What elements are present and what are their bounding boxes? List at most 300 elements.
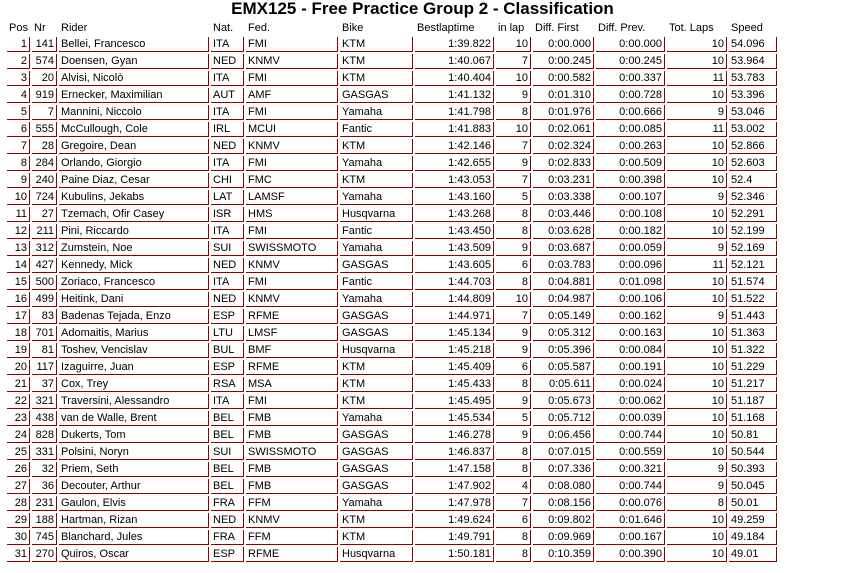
cell-nr: 499: [32, 292, 57, 307]
cell-bestlaptime: 1:46.278: [415, 428, 494, 443]
cell-nat: IRL: [211, 122, 244, 137]
cell-tot-laps: 10: [667, 547, 727, 562]
cell-bike: KTM: [340, 173, 413, 188]
cell-in-lap: 8: [496, 377, 531, 392]
cell-fed: KNMV: [246, 513, 338, 528]
cell-rider: Cox, Trey: [59, 377, 209, 392]
cell-nr: 574: [32, 54, 57, 69]
cell-pos: 6: [7, 122, 30, 137]
cell-nat: FRA: [211, 496, 244, 511]
cell-in-lap: 7: [496, 309, 531, 324]
cell-bike: Yamaha: [340, 411, 413, 426]
cell-diff-first: 0:02.324: [533, 139, 594, 154]
cell-diff-prev: 0:00.398: [596, 173, 665, 188]
cell-nat: BEL: [211, 479, 244, 494]
cell-diff-first: 0:04.881: [533, 275, 594, 290]
table-row: [7, 54, 777, 69]
table-row: [7, 513, 777, 528]
column-header-pos: Pos: [9, 22, 28, 34]
cell-in-lap: 9: [496, 428, 531, 443]
table-row: [7, 292, 777, 307]
cell-in-lap: 5: [496, 411, 531, 426]
column-header-nat: Nat.: [213, 22, 234, 34]
cell-diff-prev: 0:00.085: [596, 122, 665, 137]
cell-in-lap: 7: [496, 54, 531, 69]
cell-fed: FMC: [246, 173, 338, 188]
cell-speed: 51.443: [729, 309, 777, 324]
cell-fed: KNMV: [246, 54, 338, 69]
table-row: [7, 479, 777, 494]
cell-speed: 50.01: [729, 496, 777, 511]
cell-diff-prev: 0:00.390: [596, 547, 665, 562]
cell-speed: 53.046: [729, 105, 777, 120]
table-row: [7, 394, 777, 409]
cell-tot-laps: 11: [667, 122, 727, 137]
cell-bike: GASGAS: [340, 428, 413, 443]
cell-in-lap: 8: [496, 224, 531, 239]
cell-bike: KTM: [340, 513, 413, 528]
cell-tot-laps: 10: [667, 513, 727, 528]
cell-diff-prev: 0:00.191: [596, 360, 665, 375]
cell-rider: Orlando, Giorgio: [59, 156, 209, 171]
cell-speed: 50.544: [729, 445, 777, 460]
cell-rider: Toshev, Vencislav: [59, 343, 209, 358]
cell-bestlaptime: 1:39.822: [415, 37, 494, 52]
cell-bike: Yamaha: [340, 292, 413, 307]
cell-nr: 270: [32, 547, 57, 562]
cell-diff-prev: 0:00.000: [596, 37, 665, 52]
cell-diff-prev: 0:00.163: [596, 326, 665, 341]
cell-diff-first: 0:02.833: [533, 156, 594, 171]
cell-nr: 117: [32, 360, 57, 375]
cell-diff-prev: 0:00.666: [596, 105, 665, 120]
cell-diff-first: 0:09.969: [533, 530, 594, 545]
cell-in-lap: 10: [496, 37, 531, 52]
cell-diff-first: 0:05.396: [533, 343, 594, 358]
cell-nat: ITA: [211, 105, 244, 120]
cell-tot-laps: 10: [667, 37, 727, 52]
cell-nr: 27: [32, 207, 57, 222]
cell-nr: 321: [32, 394, 57, 409]
cell-bike: KTM: [340, 37, 413, 52]
cell-speed: 50.393: [729, 462, 777, 477]
cell-nr: 188: [32, 513, 57, 528]
table-row: [7, 547, 777, 562]
cell-speed: 53.396: [729, 88, 777, 103]
cell-nat: ESP: [211, 547, 244, 562]
cell-nat: NED: [211, 513, 244, 528]
cell-in-lap: 10: [496, 122, 531, 137]
cell-bike: KTM: [340, 394, 413, 409]
cell-rider: Paine Diaz, Cesar: [59, 173, 209, 188]
cell-rider: Zumstein, Noe: [59, 241, 209, 256]
cell-bestlaptime: 1:45.134: [415, 326, 494, 341]
cell-diff-prev: 0:00.096: [596, 258, 665, 273]
cell-bike: Fantic: [340, 275, 413, 290]
cell-tot-laps: 9: [667, 309, 727, 324]
cell-bike: GASGAS: [340, 88, 413, 103]
cell-nat: ITA: [211, 275, 244, 290]
cell-diff-first: 0:06.456: [533, 428, 594, 443]
cell-in-lap: 9: [496, 88, 531, 103]
cell-bike: Yamaha: [340, 156, 413, 171]
cell-bike: Yamaha: [340, 496, 413, 511]
table-row: [7, 326, 777, 341]
cell-diff-first: 0:05.673: [533, 394, 594, 409]
cell-fed: FMI: [246, 156, 338, 171]
cell-tot-laps: 10: [667, 445, 727, 460]
cell-bestlaptime: 1:43.160: [415, 190, 494, 205]
cell-rider: Kennedy, Mick: [59, 258, 209, 273]
cell-rider: Ernecker, Maximilian: [59, 88, 209, 103]
cell-speed: 49.184: [729, 530, 777, 545]
cell-pos: 25: [7, 445, 30, 460]
cell-speed: 51.217: [729, 377, 777, 392]
cell-bestlaptime: 1:41.883: [415, 122, 494, 137]
cell-nat: RSA: [211, 377, 244, 392]
cell-in-lap: 8: [496, 105, 531, 120]
cell-tot-laps: 9: [667, 105, 727, 120]
cell-diff-first: 0:07.015: [533, 445, 594, 460]
cell-rider: Gaulon, Elvis: [59, 496, 209, 511]
cell-nr: 500: [32, 275, 57, 290]
cell-bestlaptime: 1:41.798: [415, 105, 494, 120]
cell-tot-laps: 10: [667, 224, 727, 239]
cell-rider: Adomaitis, Marius: [59, 326, 209, 341]
cell-diff-first: 0:05.312: [533, 326, 594, 341]
cell-fed: FMI: [246, 71, 338, 86]
cell-speed: 52.121: [729, 258, 777, 273]
table-row: [7, 207, 777, 222]
cell-speed: 52.866: [729, 139, 777, 154]
cell-fed: RFME: [246, 360, 338, 375]
cell-speed: 49.01: [729, 547, 777, 562]
cell-diff-prev: 0:00.084: [596, 343, 665, 358]
page-title: EMX125 - Free Practice Group 2 - Classification: [231, 0, 614, 18]
cell-pos: 31: [7, 547, 30, 562]
cell-rider: Mannini, Niccolo: [59, 105, 209, 120]
cell-pos: 24: [7, 428, 30, 443]
cell-nat: CHI: [211, 173, 244, 188]
cell-pos: 3: [7, 71, 30, 86]
cell-fed: SWISSMOTO: [246, 241, 338, 256]
cell-nat: BUL: [211, 343, 244, 358]
cell-pos: 26: [7, 462, 30, 477]
cell-rider: Decouter, Arthur: [59, 479, 209, 494]
cell-nr: 141: [32, 37, 57, 52]
cell-bestlaptime: 1:45.433: [415, 377, 494, 392]
cell-nat: SUI: [211, 241, 244, 256]
cell-bestlaptime: 1:42.655: [415, 156, 494, 171]
cell-pos: 27: [7, 479, 30, 494]
cell-tot-laps: 10: [667, 394, 727, 409]
cell-nr: 240: [32, 173, 57, 188]
cell-bike: KTM: [340, 530, 413, 545]
table-row: [7, 258, 777, 273]
cell-bestlaptime: 1:40.404: [415, 71, 494, 86]
cell-fed: KNMV: [246, 292, 338, 307]
cell-bestlaptime: 1:45.534: [415, 411, 494, 426]
table-row: [7, 224, 777, 239]
cell-diff-prev: 0:00.062: [596, 394, 665, 409]
cell-in-lap: 8: [496, 445, 531, 460]
cell-nat: ITA: [211, 37, 244, 52]
cell-tot-laps: 10: [667, 411, 727, 426]
cell-nr: 36: [32, 479, 57, 494]
cell-bestlaptime: 1:45.218: [415, 343, 494, 358]
cell-pos: 29: [7, 513, 30, 528]
column-header-rider: Rider: [61, 22, 88, 34]
cell-speed: 51.187: [729, 394, 777, 409]
cell-diff-prev: 0:00.162: [596, 309, 665, 324]
cell-speed: 49.259: [729, 513, 777, 528]
cell-diff-first: 0:00.000: [533, 37, 594, 52]
cell-bestlaptime: 1:43.053: [415, 173, 494, 188]
cell-rider: Tzemach, Ofir Casey: [59, 207, 209, 222]
cell-pos: 14: [7, 258, 30, 273]
cell-bestlaptime: 1:45.495: [415, 394, 494, 409]
cell-fed: SWISSMOTO: [246, 445, 338, 460]
cell-nr: 919: [32, 88, 57, 103]
cell-fed: FMB: [246, 462, 338, 477]
cell-pos: 13: [7, 241, 30, 256]
cell-pos: 7: [7, 139, 30, 154]
cell-fed: FMI: [246, 224, 338, 239]
cell-diff-first: 0:03.446: [533, 207, 594, 222]
cell-diff-first: 0:05.149: [533, 309, 594, 324]
cell-nat: ITA: [211, 71, 244, 86]
cell-diff-prev: 0:00.321: [596, 462, 665, 477]
cell-tot-laps: 10: [667, 343, 727, 358]
cell-rider: Gregoire, Dean: [59, 139, 209, 154]
cell-tot-laps: 10: [667, 156, 727, 171]
cell-diff-prev: 0:00.744: [596, 479, 665, 494]
cell-pos: 2: [7, 54, 30, 69]
table-row: [7, 377, 777, 392]
cell-pos: 28: [7, 496, 30, 511]
cell-fed: FFM: [246, 530, 338, 545]
cell-speed: 52.603: [729, 156, 777, 171]
cell-bike: Yamaha: [340, 190, 413, 205]
cell-nr: 284: [32, 156, 57, 171]
cell-nr: 724: [32, 190, 57, 205]
cell-pos: 10: [7, 190, 30, 205]
cell-diff-prev: 0:00.728: [596, 88, 665, 103]
column-header-tot-laps: Tot. Laps: [669, 22, 714, 34]
table-row: [7, 139, 777, 154]
cell-fed: LAMSF: [246, 190, 338, 205]
cell-speed: 52.4: [729, 173, 777, 188]
cell-rider: Alvisi, Nicolò: [59, 71, 209, 86]
cell-bike: Fantic: [340, 224, 413, 239]
cell-diff-first: 0:01.310: [533, 88, 594, 103]
cell-fed: RFME: [246, 547, 338, 562]
cell-in-lap: 7: [496, 139, 531, 154]
cell-bestlaptime: 1:49.624: [415, 513, 494, 528]
cell-bike: KTM: [340, 377, 413, 392]
cell-rider: McCullough, Cole: [59, 122, 209, 137]
cell-tot-laps: 10: [667, 292, 727, 307]
cell-diff-prev: 0:00.059: [596, 241, 665, 256]
cell-rider: Quiros, Oscar: [59, 547, 209, 562]
cell-tot-laps: 11: [667, 71, 727, 86]
table-row: [7, 173, 777, 188]
cell-nr: 438: [32, 411, 57, 426]
cell-nr: 828: [32, 428, 57, 443]
cell-in-lap: 6: [496, 258, 531, 273]
cell-fed: FMI: [246, 105, 338, 120]
cell-nat: NED: [211, 258, 244, 273]
cell-in-lap: 4: [496, 479, 531, 494]
cell-nr: 231: [32, 496, 57, 511]
cell-in-lap: 7: [496, 173, 531, 188]
cell-fed: FMI: [246, 37, 338, 52]
cell-bestlaptime: 1:47.978: [415, 496, 494, 511]
cell-nat: FRA: [211, 530, 244, 545]
cell-pos: 11: [7, 207, 30, 222]
cell-bestlaptime: 1:44.703: [415, 275, 494, 290]
cell-diff-first: 0:03.231: [533, 173, 594, 188]
cell-fed: FMB: [246, 428, 338, 443]
cell-bike: KTM: [340, 54, 413, 69]
cell-speed: 53.964: [729, 54, 777, 69]
cell-diff-prev: 0:00.337: [596, 71, 665, 86]
cell-fed: MCUI: [246, 122, 338, 137]
cell-in-lap: 8: [496, 462, 531, 477]
cell-diff-first: 0:05.587: [533, 360, 594, 375]
cell-in-lap: 9: [496, 156, 531, 171]
cell-bike: KTM: [340, 360, 413, 375]
cell-rider: Heitink, Dani: [59, 292, 209, 307]
cell-pos: 19: [7, 343, 30, 358]
cell-nat: AUT: [211, 88, 244, 103]
cell-rider: Kubulins, Jekabs: [59, 190, 209, 205]
cell-in-lap: 6: [496, 513, 531, 528]
cell-pos: 12: [7, 224, 30, 239]
cell-bestlaptime: 1:41.132: [415, 88, 494, 103]
cell-in-lap: 8: [496, 275, 531, 290]
cell-bike: GASGAS: [340, 462, 413, 477]
cell-diff-prev: 0:00.182: [596, 224, 665, 239]
cell-bestlaptime: 1:44.809: [415, 292, 494, 307]
cell-pos: 23: [7, 411, 30, 426]
cell-pos: 5: [7, 105, 30, 120]
cell-tot-laps: 10: [667, 360, 727, 375]
cell-in-lap: 9: [496, 394, 531, 409]
column-header-diff-first: Diff. First: [535, 22, 579, 34]
cell-tot-laps: 10: [667, 88, 727, 103]
table-row: [7, 428, 777, 443]
classification-table: [5, 19, 779, 564]
cell-nr: 701: [32, 326, 57, 341]
cell-bestlaptime: 1:46.837: [415, 445, 494, 460]
cell-diff-prev: 0:01.646: [596, 513, 665, 528]
cell-speed: 51.229: [729, 360, 777, 375]
cell-diff-first: 0:10.359: [533, 547, 594, 562]
cell-rider: van de Walle, Brent: [59, 411, 209, 426]
cell-diff-first: 0:08.156: [533, 496, 594, 511]
cell-nr: 555: [32, 122, 57, 137]
cell-nr: 28: [32, 139, 57, 154]
cell-rider: Polsini, Noryn: [59, 445, 209, 460]
cell-fed: HMS: [246, 207, 338, 222]
table-body: [7, 37, 777, 562]
cell-nat: LAT: [211, 190, 244, 205]
cell-rider: Hartman, Rizan: [59, 513, 209, 528]
cell-rider: Blanchard, Jules: [59, 530, 209, 545]
cell-bike: Yamaha: [340, 105, 413, 120]
cell-speed: 52.291: [729, 207, 777, 222]
cell-nr: 427: [32, 258, 57, 273]
cell-nat: ESP: [211, 309, 244, 324]
cell-diff-prev: 0:00.107: [596, 190, 665, 205]
cell-bike: Husqvarna: [340, 547, 413, 562]
cell-diff-prev: 0:00.024: [596, 377, 665, 392]
cell-tot-laps: 9: [667, 190, 727, 205]
table-row: [7, 105, 777, 120]
cell-rider: Bellei, Francesco: [59, 37, 209, 52]
cell-speed: 52.199: [729, 224, 777, 239]
cell-bike: GASGAS: [340, 309, 413, 324]
cell-bestlaptime: 1:45.409: [415, 360, 494, 375]
cell-rider: Doensen, Gyan: [59, 54, 209, 69]
cell-nat: ESP: [211, 360, 244, 375]
cell-in-lap: 10: [496, 292, 531, 307]
cell-diff-prev: 0:00.245: [596, 54, 665, 69]
table-row: [7, 360, 777, 375]
cell-nr: 83: [32, 309, 57, 324]
table-row: [7, 156, 777, 171]
cell-bike: Husqvarna: [340, 343, 413, 358]
cell-fed: RFME: [246, 309, 338, 324]
cell-nat: BEL: [211, 462, 244, 477]
cell-nr: 20: [32, 71, 57, 86]
cell-tot-laps: 10: [667, 275, 727, 290]
cell-nat: NED: [211, 292, 244, 307]
cell-tot-laps: 10: [667, 207, 727, 222]
cell-diff-prev: 0:00.263: [596, 139, 665, 154]
cell-tot-laps: 9: [667, 241, 727, 256]
cell-nat: ITA: [211, 156, 244, 171]
table-row: [7, 122, 777, 137]
cell-fed: MSA: [246, 377, 338, 392]
cell-speed: 54.096: [729, 37, 777, 52]
cell-speed: 51.574: [729, 275, 777, 290]
cell-in-lap: 8: [496, 207, 531, 222]
cell-nat: BEL: [211, 428, 244, 443]
cell-diff-first: 0:05.712: [533, 411, 594, 426]
table-row: [7, 462, 777, 477]
cell-in-lap: 10: [496, 71, 531, 86]
cell-pos: 17: [7, 309, 30, 324]
cell-nr: 32: [32, 462, 57, 477]
cell-nat: BEL: [211, 411, 244, 426]
table-row: [7, 496, 777, 511]
cell-tot-laps: 10: [667, 173, 727, 188]
cell-pos: 1: [7, 37, 30, 52]
cell-diff-prev: 0:00.559: [596, 445, 665, 460]
table-row: [7, 530, 777, 545]
cell-bestlaptime: 1:40.067: [415, 54, 494, 69]
cell-speed: 53.783: [729, 71, 777, 86]
cell-speed: 51.168: [729, 411, 777, 426]
cell-in-lap: 9: [496, 326, 531, 341]
column-header-bike: Bike: [342, 22, 364, 34]
cell-in-lap: 9: [496, 343, 531, 358]
cell-nat: LTU: [211, 326, 244, 341]
cell-nr: 211: [32, 224, 57, 239]
cell-diff-first: 0:02.061: [533, 122, 594, 137]
